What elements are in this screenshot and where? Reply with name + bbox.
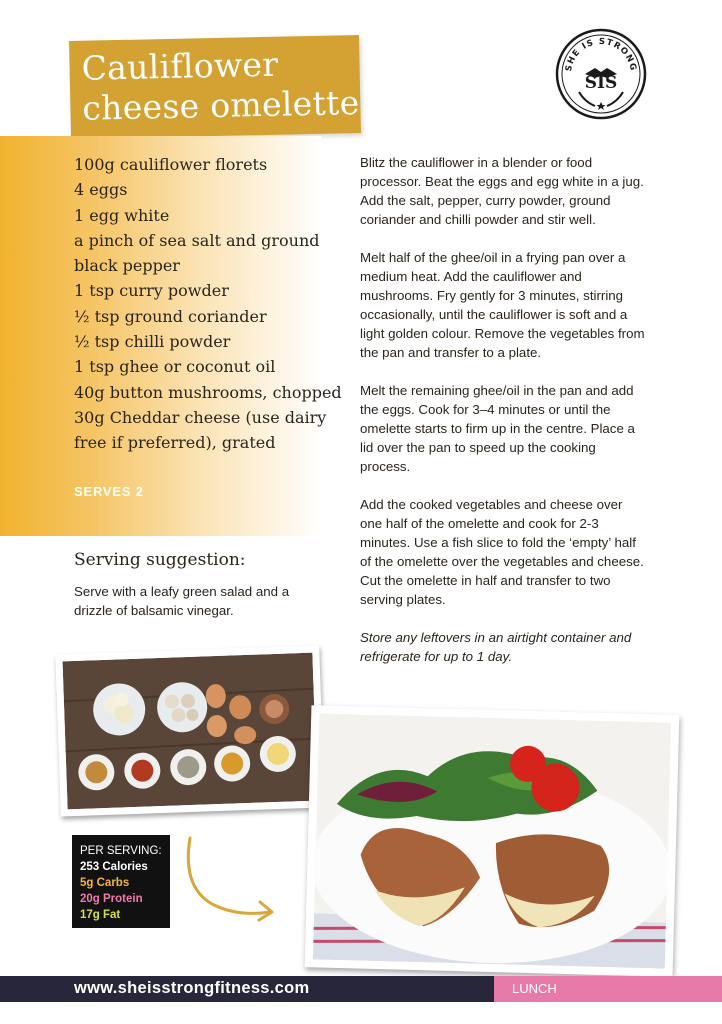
page-title-line-2: cheese omelette [82,82,360,128]
nutrition-calories: 253 Calories [80,861,148,873]
ingredient-item: 40g button mushrooms, chopped [74,382,342,402]
nutrition-box [72,835,170,928]
ingredient-item: 1 egg white [74,205,170,225]
nutrition-heading: PER SERVING: [80,845,162,857]
she-is-strong-logo-icon [555,28,647,120]
ingredients-list [74,152,342,456]
omelette-photo [305,705,680,977]
method-step: Add the cooked vegetables and cheese over one half of the omelette and cook for 2-3 minutes. Use a fish slice to fold the ‘empty’ half of the omelette over the vegetables and cheese. Cut the omelette in half and transfer to two serving plates. [360,497,644,607]
title-banner [69,35,361,139]
nutrition-carbs: 5g Carbs [80,877,130,889]
method-column [360,153,645,685]
method-step: Melt half of the ghee/oil in a frying pan over a medium heat. Add the cauliflower and mushrooms. Fry gently for 3 minutes, stirring occasionally, until the cauliflower is soft and a light golden colour. Remove the vegetables from the pan and transfer to a plate. [360,250,645,360]
footer-bar [0,976,722,1002]
ingredient-item: 30g Cheddar cheese (use dairy [74,407,327,427]
ingredient-item: 1 tsp ghee or coconut oil [74,357,276,377]
ingredients-photo-image [62,653,317,810]
ingredient-item: free if preferred), grated [74,433,276,453]
serves-label: SERVES 2 [74,484,144,499]
logo-ring-text: SHE IS STRONG [563,36,639,73]
serving-suggestion-text: Serve with a leafy green salad and a drizzle of balsamic vinegar. [74,584,290,618]
ingredient-item: 100g cauliflower florets [74,155,268,174]
ingredient-item: 4 eggs [74,180,128,200]
serving-suggestion-heading: Serving suggestion: [74,550,246,570]
ingredient-item: black pepper [74,256,180,276]
omelette-photo-image [313,713,671,968]
ingredient-item: a pinch of sea salt and ground [74,230,320,250]
page-title-line-1: Cauliflower [81,44,279,88]
storage-note: Store any leftovers in an airtight container and refrigerate for up to 1 day. [360,630,632,664]
curved-arrow-icon [182,832,282,922]
logo-monogram: SIS [584,73,618,93]
category-label: LUNCH [494,976,722,1002]
method-step: Melt the remaining ghee/oil in the pan and add the eggs. Cook for 3–4 minutes or until the omelette starts to firm up in the centre. Place a lid over the pan to speed up the cooking process. [360,383,635,474]
nutrition-fat: 17g Fat [80,909,121,921]
ingredients-photo [55,645,324,816]
ingredient-item: ½ tsp chilli powder [74,332,231,352]
website-link[interactable]: www.sheisstrongfitness.com [74,979,310,997]
method-step: Blitz the cauliflower in a blender or food processor. Beat the eggs and egg white in a jug. Add the salt, pepper, curry powder, ground coriander and chilli powder and stir well. [360,155,644,227]
nutrition-protein: 20g Protein [80,893,143,905]
ingredient-item: ½ tsp ground coriander [74,306,267,326]
ingredient-item: 1 tsp curry powder [74,281,229,301]
